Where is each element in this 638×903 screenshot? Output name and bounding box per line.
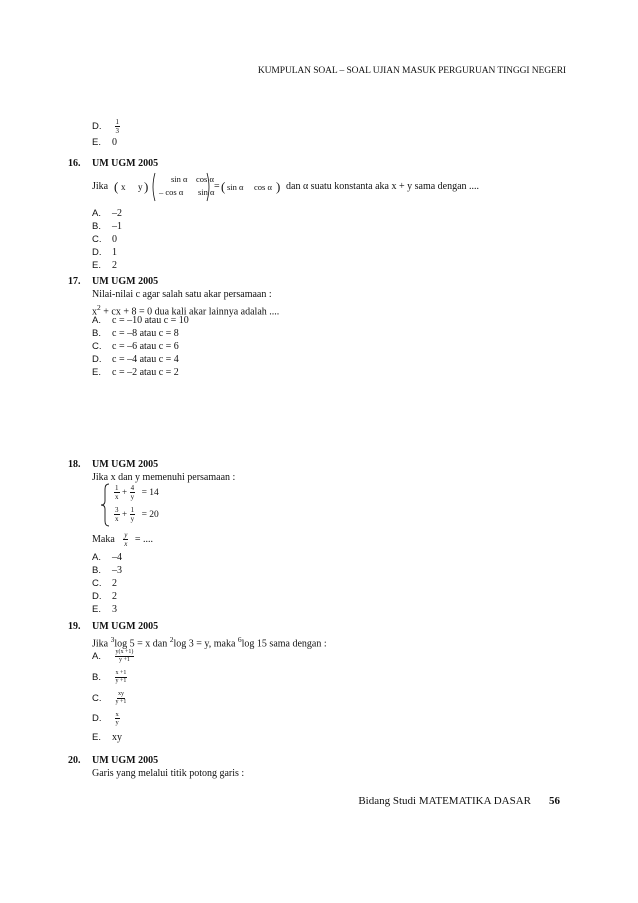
fraction: $\frac{xy}{y +1}$ (115, 691, 127, 705)
question-number: 20. (68, 755, 81, 766)
option: E. c = –2 atau c = 2 (92, 367, 179, 378)
q15-option-e: E. 0 (92, 137, 117, 148)
option: A. –4 (92, 552, 122, 563)
q19-option-b: B. $\frac{x +1}{y +1}$ (92, 670, 127, 684)
paren-left: ( (114, 179, 119, 194)
paren-left: ( (221, 179, 226, 194)
question-number: 18. (68, 459, 81, 470)
fraction: $\frac{1}{x}$ (115, 484, 119, 501)
fraction: $\frac{1}{3}$ (115, 118, 119, 135)
option: B. –3 (92, 565, 122, 576)
option: B. –1 (92, 221, 122, 232)
option: E. 2 (92, 260, 117, 271)
q19-option-a: A. $\frac{y(x +1)}{y +1}$ (92, 649, 134, 663)
q18-statement-line1: Jika x dan y memenuhi persamaan : (92, 472, 236, 483)
question-source: UM UGM 2005 (92, 621, 159, 632)
q19-option-d: D. $\frac{x}{y}$ (92, 711, 119, 726)
question-source: UM UGM 2005 (92, 276, 159, 287)
option: A. –2 (92, 208, 122, 219)
question-number: 16. (68, 158, 81, 169)
page-header: KUMPULAN SOAL – SOAL UJIAN MASUK PERGURUAN TINGGI NEGERI (257, 66, 566, 76)
option: B. c = –8 atau c = 8 (92, 328, 179, 339)
fraction: $\frac{1}{y}$ (130, 506, 135, 523)
fraction: $\frac{y}{x}$ (124, 531, 128, 548)
fraction: $\frac{x +1}{y +1}$ (115, 670, 127, 684)
question-number: 19. (68, 621, 81, 632)
option: D. 1 (92, 247, 117, 258)
q19-option-e: E. xy (92, 732, 122, 743)
q17-statement-line1: Nilai-nilai c agar salah satu akar persamaan : (92, 289, 272, 300)
fraction: $\frac{x}{y}$ (115, 711, 119, 726)
option: D. 2 (92, 591, 117, 602)
page-number: 56 (549, 795, 560, 807)
option: C. 2 (92, 578, 117, 589)
option: C. 0 (92, 234, 117, 245)
q19-option-c: C. $\frac{xy}{y +1}$ (92, 691, 127, 705)
paren-right: ) (276, 179, 281, 194)
q18-options (92, 551, 122, 616)
q17-options (92, 314, 189, 379)
q17-statement-line2: $x^2$ + cx + 8 = 0 dua kali akar lainnya adalah .... (92, 303, 280, 318)
option: A. c = –10 atau c = 10 (92, 315, 189, 326)
question-source: UM UGM 2005 (92, 459, 159, 470)
q19-statement: Jika $^3$log 5 = x dan $^2$log 3 = y, maka $^6$log 15 sama dengan : (92, 635, 327, 650)
fraction: $\frac{3}{x}$ (115, 506, 119, 523)
page-footer (358, 795, 560, 807)
option: C. c = –6 atau c = 6 (92, 341, 179, 352)
fraction: $\frac{4}{y}$ (130, 484, 135, 501)
option: E. 3 (92, 604, 117, 615)
q15-option-d: D. $\frac{1}{3}$ (92, 118, 119, 135)
system-brace (99, 483, 111, 527)
q16-options (92, 207, 122, 272)
question-source: UM UGM 2005 (92, 158, 159, 169)
question-source: UM UGM 2005 (92, 755, 159, 766)
q18-equation-2: $\frac{3}{x}$ + $\frac{1}{y}$ = 20 (115, 506, 159, 523)
q18-equation-1: $\frac{1}{x}$ + $\frac{4}{y}$ = 14 (115, 484, 159, 501)
q18-question: Maka $\frac{y}{x}$ = .... (92, 531, 154, 548)
question-number: 17. (68, 276, 81, 287)
option: D. c = –4 atau c = 4 (92, 354, 179, 365)
fraction: $\frac{y(x +1)}{y +1}$ (115, 649, 134, 663)
footer-subject: Bidang Studi MATEMATIKA DASAR (358, 795, 531, 807)
paren-right: ) (144, 179, 149, 194)
q20-statement-line1: Garis yang melalui titik potong garis : (92, 768, 245, 779)
